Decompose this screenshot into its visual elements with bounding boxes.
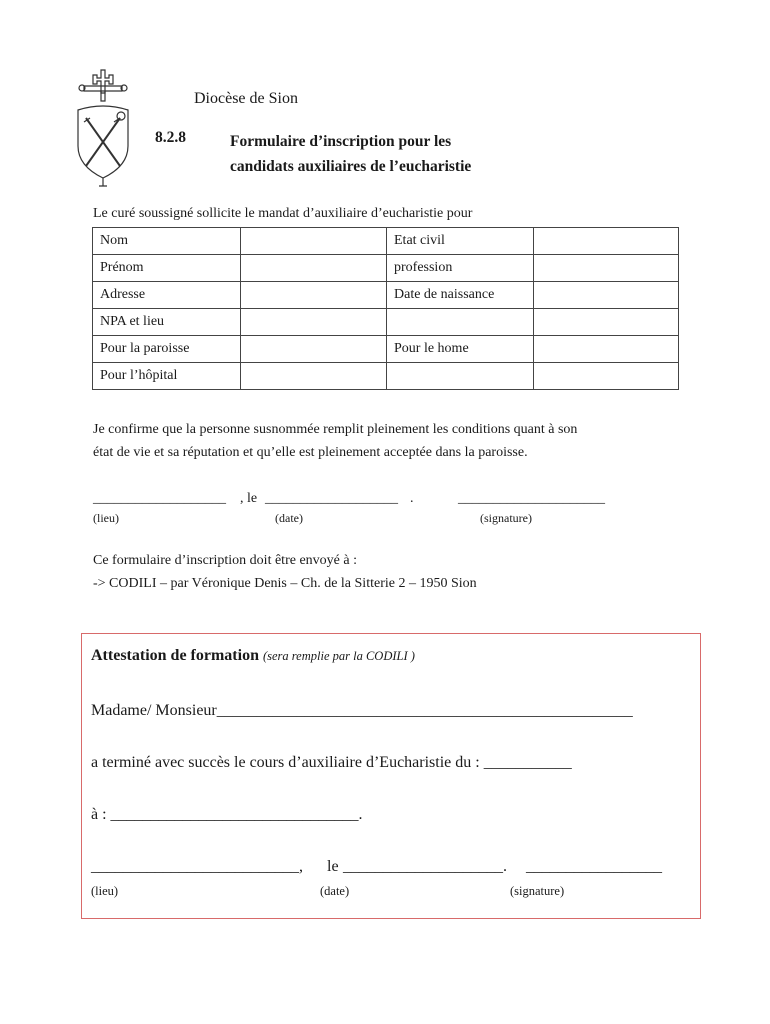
course-completed-line[interactable]: a terminé avec succès le cours d’auxiliaire d’Eucharistie du : ___________ bbox=[91, 754, 572, 771]
sending-instructions bbox=[93, 549, 477, 595]
field-label: Pour la paroisse bbox=[93, 336, 241, 363]
field-input[interactable] bbox=[534, 309, 679, 336]
signature-label: (signature) bbox=[480, 511, 532, 525]
attestation-date-blank[interactable]: ____________________. bbox=[343, 858, 507, 875]
attestation-note: (sera remplie par la CODILI ) bbox=[262, 649, 415, 663]
field-input[interactable] bbox=[241, 282, 387, 309]
field-input[interactable] bbox=[241, 309, 387, 336]
field-label: NPA et lieu bbox=[93, 309, 241, 336]
confirmation-line1: Je confirme que la personne susnommée remplit pleinement les conditions quant à son bbox=[93, 422, 578, 437]
field-label: Adresse bbox=[93, 282, 241, 309]
field-input[interactable] bbox=[241, 363, 387, 390]
sending-address: -> CODILI – par Véronique Denis – Ch. de la Sitterie 2 – 1950 Sion bbox=[93, 576, 477, 591]
field-input[interactable] bbox=[241, 336, 387, 363]
signature-blank[interactable]: _____________________ bbox=[458, 491, 605, 506]
form-title-line1: Formulaire d’inscription pour les bbox=[230, 133, 452, 150]
field-label bbox=[387, 363, 534, 390]
attestation-heading bbox=[91, 647, 415, 665]
confirmation-line2: état de vie et sa réputation et qu’elle est pleinement acceptée dans la paroisse. bbox=[93, 445, 528, 460]
date-label: (date) bbox=[275, 511, 303, 525]
field-label: Etat civil bbox=[387, 228, 534, 255]
field-input[interactable] bbox=[534, 255, 679, 282]
field-input[interactable] bbox=[241, 255, 387, 282]
table-row bbox=[93, 255, 679, 282]
table-row bbox=[93, 228, 679, 255]
date-prefix: , le bbox=[240, 491, 258, 506]
field-input[interactable] bbox=[534, 282, 679, 309]
field-label: Pour le home bbox=[387, 336, 534, 363]
table-row bbox=[93, 336, 679, 363]
date-blank[interactable]: ___________________ bbox=[265, 491, 398, 506]
sending-line1: Ce formulaire d’inscription doit être envoyé à : bbox=[93, 553, 357, 568]
field-input[interactable] bbox=[534, 228, 679, 255]
confirmation-text bbox=[93, 418, 693, 464]
attestation-box bbox=[81, 633, 701, 919]
field-label bbox=[387, 309, 534, 336]
table-row bbox=[93, 309, 679, 336]
form-title-line2: candidats auxiliaires de l’eucharistie bbox=[230, 158, 472, 175]
field-label: Nom bbox=[93, 228, 241, 255]
table-row bbox=[93, 363, 679, 390]
field-label: Date de naissance bbox=[387, 282, 534, 309]
field-label: Prénom bbox=[93, 255, 241, 282]
attestation-signature-label: (signature) bbox=[510, 884, 565, 898]
field-input[interactable] bbox=[241, 228, 387, 255]
attestation-place-label: (lieu) bbox=[91, 884, 119, 898]
place-label: (lieu) bbox=[93, 511, 119, 525]
intro-text: Le curé soussigné sollicite le mandat d’auxiliaire d’eucharistie pour bbox=[93, 206, 473, 221]
diocese-name: Diocèse de Sion bbox=[194, 90, 298, 107]
date-period: . bbox=[410, 491, 414, 506]
registration-table bbox=[92, 227, 679, 390]
field-label: Pour l’hôpital bbox=[93, 363, 241, 390]
madame-monsieur-line[interactable]: Madame/ Monsieur____________________________________________________ bbox=[91, 702, 633, 719]
attestation-place-blank[interactable]: __________________________, bbox=[91, 858, 303, 875]
field-input[interactable] bbox=[534, 336, 679, 363]
field-input[interactable] bbox=[534, 363, 679, 390]
field-label: profession bbox=[387, 255, 534, 282]
form-title bbox=[230, 129, 471, 179]
diocese-crest-logo bbox=[74, 66, 132, 190]
attestation-date-label: (date) bbox=[320, 884, 350, 898]
course-location-line[interactable]: à : _______________________________. bbox=[91, 806, 363, 823]
attestation-title: Attestation de formation bbox=[91, 647, 259, 664]
place-blank[interactable]: ___________________ bbox=[93, 491, 226, 506]
table-row bbox=[93, 282, 679, 309]
attestation-signature-blank[interactable]: _________________ bbox=[526, 858, 662, 875]
section-number: 8.2.8 bbox=[155, 129, 186, 146]
attestation-date-prefix: le bbox=[327, 858, 339, 875]
